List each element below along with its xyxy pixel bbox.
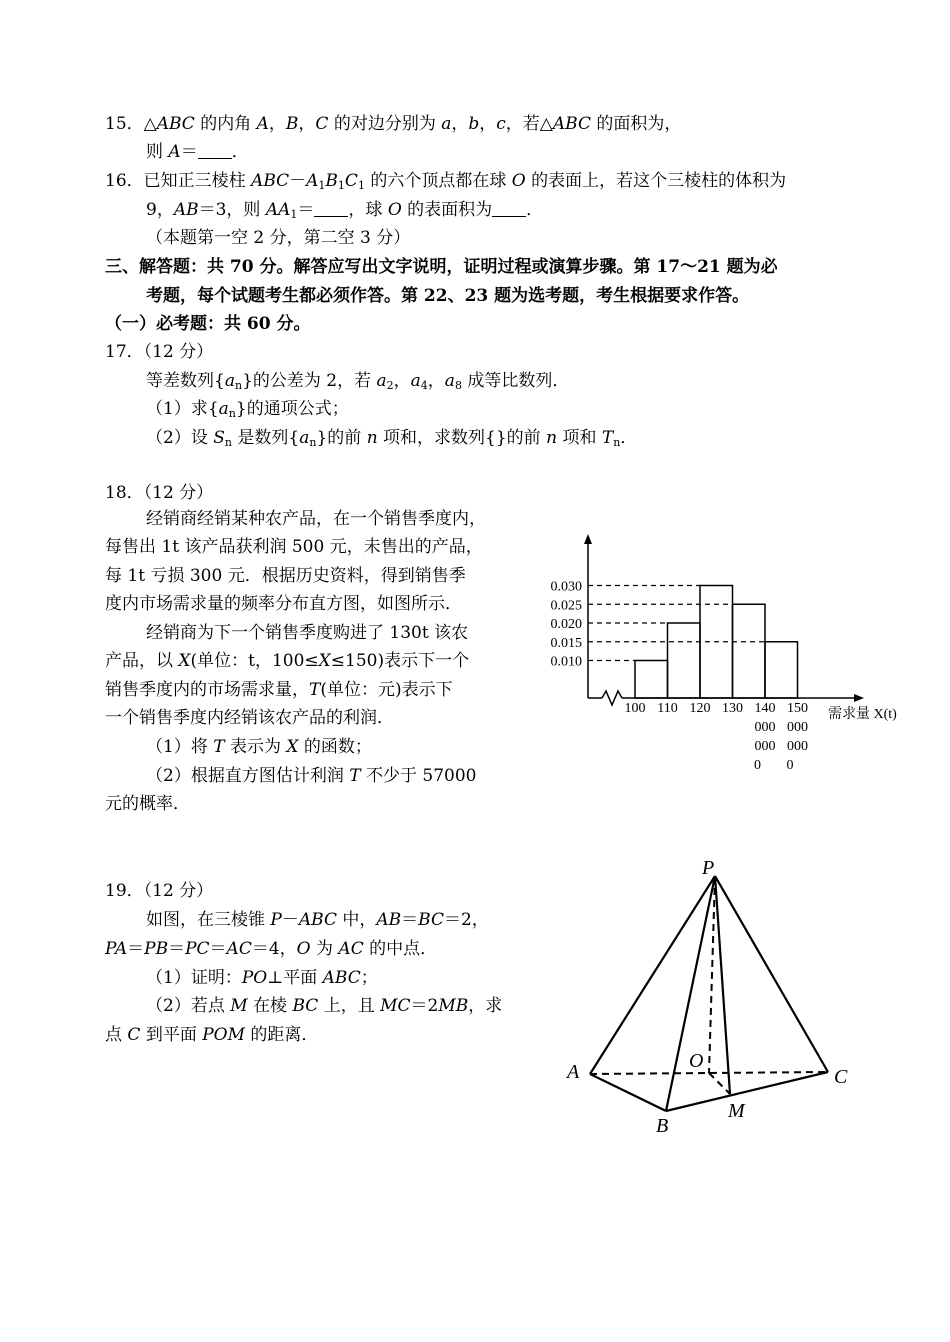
q16-line2: 9，AB＝3，则 $AA_1=$ ，球 O 的表面积为 ． [146, 200, 544, 221]
x-tick-label: 130 [722, 701, 743, 716]
q17-stem: 等差数列$\{a_n\}$的公差为 2，若 $a_2$，$a_4$，$a_8$ 成等比数列． [146, 371, 570, 392]
answer-blank [314, 202, 348, 217]
q16-note: （本题第一空 2 分，第二空 3 分） [146, 228, 411, 248]
x-axis-label: 需求量 X(t) [828, 707, 897, 722]
q18-heading: 18．（12 分） [105, 483, 214, 503]
edge-PC [715, 876, 828, 1072]
q15-line1: 15．△ABC 的内角 A，B，C 的对边分别为 a，b，c，若△ABC 的面积为， [105, 114, 682, 134]
q19-part1: （1）证明：PO⊥平面 ABC； [146, 968, 378, 988]
edge-PB [666, 876, 715, 1111]
q18-text: 经销商经销某种农产品，在一个销售季度内， [146, 509, 486, 529]
answer-blank [198, 144, 232, 159]
edge-PM [715, 876, 730, 1094]
x-tick-label: 0 [754, 758, 761, 773]
x-tick-label: 000 [787, 739, 808, 754]
q19-heading: 19．（12 分） [105, 881, 214, 901]
histogram-bar [765, 642, 798, 698]
y-tick-label: 0.015 [550, 635, 582, 651]
q16-line1: 16．已知正三棱柱 $ABC-A_1B_1C_1$ 的六个顶点都在球 O 的表面上，若这个三棱柱的体积为 [105, 171, 787, 192]
q18-text: 一个销售季度内经销该农产品的利润． [105, 708, 394, 728]
x-tick-label: 000 [754, 720, 776, 735]
label-M: M [728, 1100, 745, 1122]
label-A: A [567, 1061, 580, 1083]
y-tick-label: 0.020 [550, 617, 582, 632]
q18-text: 产品，以 X(单位：t，100≤X≤150)表示下一个 [105, 651, 470, 671]
q15-line2: 则 A＝ ． [146, 142, 249, 162]
x-tick-label: 150 [787, 701, 808, 716]
y-tick-label: 0.030 [550, 579, 582, 595]
y-axis-arrow [584, 534, 592, 544]
edge-BC [666, 1072, 828, 1111]
histogram-bar [733, 604, 766, 698]
x-tick-label: 000 [787, 720, 808, 735]
x-tick-label: 140 [754, 701, 776, 716]
histogram-bar [668, 623, 701, 698]
q18-text: 每售出 1t 该产品获利润 500 元，未售出的产品， [105, 537, 483, 557]
x-tick-label: 0 [786, 758, 794, 773]
q19-stem-line2: PA＝PB＝PC＝AC＝4，O 为 AC 的中点． [105, 939, 438, 959]
section-heading-line1: 三、解答题：共 70 分。解答应写出文字说明，证明过程或演算步骤。第 17～21 题为必 [105, 257, 778, 277]
pyramid-figure [560, 860, 860, 1140]
y-tick-label: 0.010 [550, 654, 582, 670]
x-tick-label: 110 [657, 701, 678, 716]
edge-PA [590, 876, 715, 1074]
answer-blank [492, 202, 526, 217]
q18-part1: （1）将 T 表示为 X 的函数； [146, 737, 372, 757]
y-tick-label: 0.025 [550, 598, 582, 614]
x-tick-label: 120 [689, 701, 711, 716]
q18-text: 销售季度内的市场需求量，T(单位：元)表示下 [105, 680, 453, 700]
label-C: C [834, 1066, 848, 1088]
q19-part2-cont: 点 C 到平面 POM 的距离． [105, 1025, 319, 1045]
q17-part1: （1）求$\{a_n\}$的通项公式； [146, 399, 349, 420]
edge-AB [590, 1074, 666, 1111]
section-heading-line2: 考题，每个试题考生都必须作答。第 22、23 题为选考题，考生根据要求作答。 [146, 286, 750, 306]
histogram-bar [635, 661, 668, 699]
q18-text: 经销商为下一个销售季度购进了 130t 该农 [146, 623, 469, 643]
q18-text: 度内市场需求量的频率分布直方图，如图所示． [105, 594, 462, 614]
label-P: P [702, 860, 715, 879]
q17-heading: 17．（12 分） [105, 342, 214, 362]
q19-stem-line1: 如图，在三棱锥 P－ABC 中，AB＝BC＝2， [146, 910, 489, 930]
q18-text: 每 1t 亏损 300 元．根据历史资料，得到销售季 [105, 566, 466, 586]
label-O: O [689, 1050, 704, 1072]
segment-OM-hidden [709, 1073, 730, 1094]
q18-part2: （2）根据直方图估计利润 T 不少于 57000 [146, 766, 477, 786]
x-tick-label: 100 [624, 701, 646, 716]
q19-part2: （2）若点 M 在棱 BC 上，且 MC＝2MB，求 [146, 996, 503, 1016]
axis-break [602, 691, 622, 705]
x-axis-arrow [854, 694, 864, 702]
x-tick-label: 000 [754, 739, 776, 754]
q17-part2: （2）设 $S_n$ 是数列$\{a_n\}$的前 n 项和，求数列{}的前 n 项和 $T_n$． [146, 428, 638, 449]
q18-part2-cont: 元的概率． [105, 794, 190, 814]
frequency-histogram [530, 528, 920, 778]
part-heading: （一）必考题：共 60 分。 [105, 314, 311, 334]
label-B: B [656, 1115, 669, 1137]
